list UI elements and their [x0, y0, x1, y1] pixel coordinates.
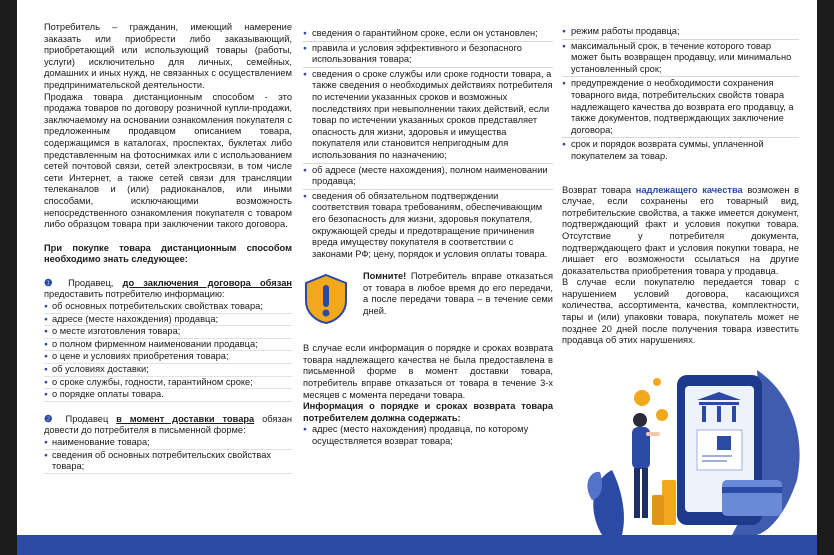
obligation-2-list: [44, 437, 292, 474]
list-item: ● максимальный срок, в течение которого товар может быть возвращен продавцу, или минимально установленный срок;: [562, 41, 799, 78]
right-dark-edge: [817, 0, 834, 555]
list-item: ● предупреждение о необходимости сохранения товарного вида, потребительских свойств товара надлежащего качества до возврата его продавцу, а также документов, подтверждающих заключение договора;: [562, 78, 799, 138]
list-item: ● сведения об основных потребительских свойствах товара;: [44, 450, 292, 474]
list-item: ● об основных потребительских свойствах товара;: [44, 301, 292, 314]
list-item: ● о сроке службы, годности, гарантийном сроке;: [44, 377, 292, 390]
column-2: [303, 28, 553, 450]
violation-paragraph: В случае если покупателю передается товар с нарушением условий договора, касающихся количества, ассортимента, качества, комплектности, тары и (или) упаковки товара, покупатель может не позднее 20 дней после получения товара известить продавца об этих нарушениях.: [562, 277, 799, 346]
number-1-icon: ❶: [44, 277, 59, 288]
number-2-icon: ❷: [44, 413, 58, 424]
list-item: ● режим работы продавца;: [562, 26, 799, 40]
left-dark-edge: [0, 0, 17, 555]
obligation-1-list: [44, 301, 292, 402]
list-item: ● сведения о гарантийном сроке, если он установлен;: [303, 28, 553, 42]
list-item: ● адресе (месте нахождения) продавца;: [44, 314, 292, 327]
note-body: Потребитель вправе отказаться от товара в любое время до его передачи, а после передачи товара – в течение семи дней.: [363, 271, 553, 317]
list-item: ● срок и порядок возврата суммы, уплаченной покупателем за товар.: [562, 139, 799, 163]
list-item: ● адрес (место нахождения) продавца, по которому осуществляется возврат товара;: [303, 424, 553, 448]
return-paragraph: В случае если информация о порядке и сроках возврата товара надлежащего качества не была предоставлена в письменной форме в момент доставки товара, потребитель вправе отказаться от товара в течение 3-х месяцев с момента передачи товара.: [303, 343, 553, 400]
return-quality-paragraph: Возврат товара надлежащего качества возможен в случае, если сохранены его товарный вид, потребительские свойства, а также имеется документ, подтверждающий факт и условия покупки товара. Отсутствие у потребителя документа, подтверждающего факт и условия покупки товара, не лишает его возможности ссылаться на другие доказательства приобретения товара у продавца.: [562, 184, 800, 276]
distance-sale-definition: Продажа товара дистанционным способом - это продажа товаров по договору розничной купли-продажи, заключаемому на основании ознакомления покупателя с предложенным продавцом описанием товара, содержащимся в каталогах, проспектах, буклетах либо представленным на фотоснимках или с использованием сетей почтовой связи, сетей электросвязи, в том числе сети Интернет, а также сетей связи для трансляции телеканалов и (или) радиоканалов, или иными способами, исключающими возможность непосредственного ознакомления покупателя с товаром либо образцом товара при заключении такого договора.: [44, 91, 292, 230]
obligation-2: ❷ Продавец в момент доставки товара обязан довести до потребителя в письменной форме:: [44, 413, 292, 436]
brochure-page: [17, 0, 817, 555]
return-info-heading: Информация о порядке и сроках возврата товара потребителем должна содержать:: [303, 401, 553, 423]
list-item: ● о порядке оплаты товара.: [44, 389, 292, 402]
list-item: ● о месте изготовления товара;: [44, 326, 292, 339]
return-info-list-continued: [562, 26, 799, 164]
column-3: [562, 26, 799, 347]
list-item: ● сведения об обязательном подтверждении соответствия товара требованиям, обеспечивающим его безопасность для жизни, здоровья покупателя, окружающей среды и предотвращение причинения вреда имуществу покупателя в соответствии с законами РФ; цену, порядок и условия оплаты товара.: [303, 191, 553, 262]
list-item: ● о полном фирменном наименовании продавца;: [44, 339, 292, 352]
list-item: ● наименование товара;: [44, 437, 292, 450]
exclamation-shield-icon: [303, 273, 349, 325]
reminder-note: [303, 271, 553, 331]
bottom-accent-bar: [17, 535, 817, 555]
list-item: ● о цене и условиях приобретения товара;: [44, 351, 292, 364]
phone-shopping-illustration: [582, 360, 812, 535]
list-item: ● об условиях доставки;: [44, 364, 292, 377]
list-item: ● об адресе (месте нахождения), полном наименовании продавца;: [303, 165, 553, 190]
obligation-1: ❶ Продавец, до заключения договора обязан предоставить потребителю информацию:: [44, 277, 292, 300]
list-item: ● правила и условия эффективного и безопасного использования товара;: [303, 43, 553, 68]
return-info-list: [303, 424, 553, 448]
consumer-definition: Потребитель – гражданин, имеющий намерение заказать или приобрести либо заказывающий, приобретающий или использующий товары (работы, услуги) исключительно для личных, семейных, домашних и иных нужд, не связанных с осуществлением предпринимательской деятельности.: [44, 22, 292, 90]
column-1: [44, 22, 292, 474]
delivery-info-list: [303, 28, 553, 261]
list-item: ● сведения о сроке службы или сроке годности товара, а также сведения о необходимых действиях потребителя по истечении указанных сроков и возможных последствиях при невыполнении таких действий, если товар по истечении указанных сроков представляет опасность для жизни, здоровья и имущества покупателя или становится непригодным для использования по назначению;: [303, 69, 553, 164]
note-title: Помните!: [363, 271, 407, 282]
section-heading: При покупке товара дистанционным способом необходимо знать следующее:: [44, 242, 292, 265]
